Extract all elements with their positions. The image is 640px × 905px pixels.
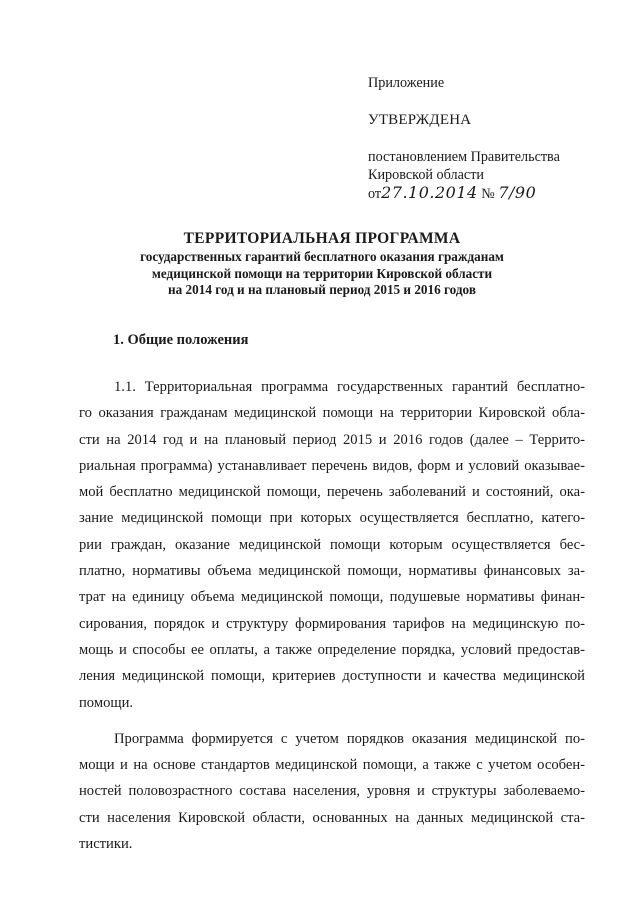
paragraph-line: зание медицинской помощи при которых осуществляется бесплатно, катего- <box>79 510 585 527</box>
title-line: медицинской помощи на территории Кировской области <box>151 265 493 281</box>
paragraph-line: Программа формируется с учетом порядков оказания медицинской по- <box>114 730 585 747</box>
paragraph-line: мой бесплатно медицинской помощи, перечень заболеваний и состояний, ока- <box>79 484 585 501</box>
region-line: Кировской области <box>368 167 484 183</box>
paragraph-line: сти на 2014 год и на плановый период 2015 и 2016 годов (далее – Террито- <box>79 431 585 448</box>
title-line: на 2014 год и на плановый период 2015 и 2016 годов <box>168 282 476 297</box>
section-heading: 1. Общие положения <box>113 332 249 348</box>
decree-date-line <box>368 184 608 203</box>
paragraph-gap <box>79 716 585 726</box>
paragraph-line: сирования, порядок и структуру формирования тарифов на медицинскую по- <box>79 615 585 632</box>
title-line: государственных гарантий бесплатного оказания гражданам <box>140 249 504 264</box>
decree-line: постановлением Правительства <box>368 149 560 165</box>
paragraph-line: помощи. <box>79 694 134 711</box>
paragraph-line: мощи и на основе стандартов медицинской помощи, а также с учетом особен- <box>79 757 585 774</box>
paragraph-line: тистики. <box>79 836 133 853</box>
handwritten-number: 7/90 <box>498 183 537 202</box>
number-prefix: № <box>481 186 495 202</box>
paragraph-line: рии граждан, оказание медицинской помощи которым осуществляется бес- <box>79 536 585 553</box>
paragraph-line: сти населения Кировской области, основанных на данных медицинской ста- <box>79 809 585 826</box>
document-title <box>80 229 564 299</box>
paragraph-line: мощь и способы ее оплаты, а также определение порядка, условий предостав- <box>79 641 585 658</box>
date-prefix: от <box>368 186 382 202</box>
paragraph-line: трат на единицу объема медицинской помощи, подушевые нормативы финан- <box>79 589 585 606</box>
title-main: ТЕРРИТОРИАЛЬНАЯ ПРОГРАММА <box>183 230 461 247</box>
approval-block <box>368 74 608 203</box>
paragraph-line: ления медицинской помощи, критериев доступности и качества медицинской <box>79 668 585 685</box>
paragraph-line: риальная программа) устанавливает перечень видов, форм и условий оказывае- <box>79 457 585 474</box>
appendix-label: Приложение <box>368 75 445 91</box>
handwritten-date: 27.10.2014 <box>381 183 478 202</box>
body-text <box>79 374 585 857</box>
paragraph-line: ностей половозрастного состава населения, уровня и структуры заболеваемо- <box>79 783 585 800</box>
paragraph-line: го оказания гражданам медицинской помощи на территории Кировской обла- <box>79 405 585 422</box>
paragraph-line: 1.1. Территориальная программа государственных гарантий бесплатно- <box>114 379 585 395</box>
approved-label: УТВЕРЖДЕНА <box>368 112 472 128</box>
paragraph-line: платно, нормативы объема медицинской помощи, нормативы финансовых за- <box>79 563 585 580</box>
